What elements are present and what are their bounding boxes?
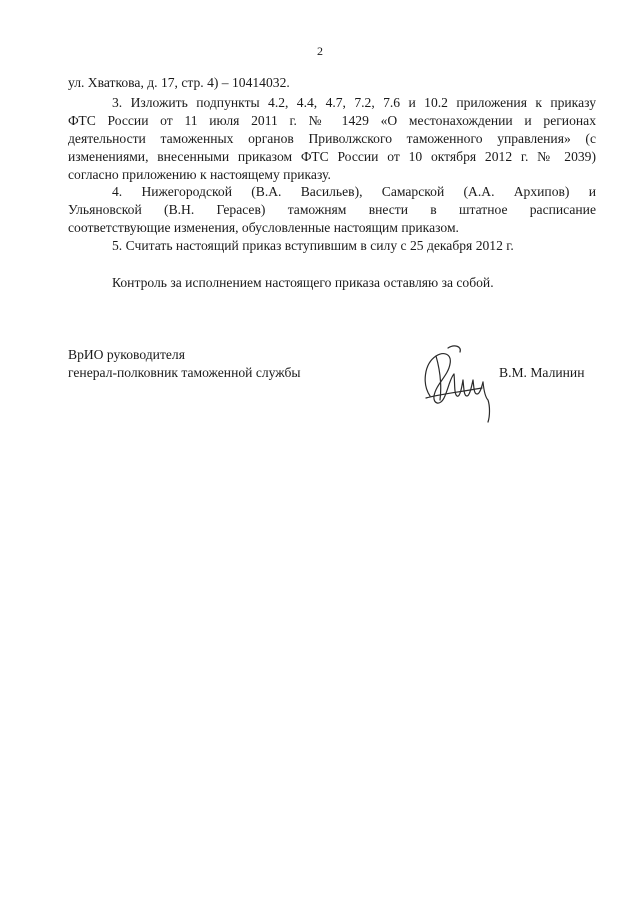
- paragraph-line-4: деятельности таможенных органов Приволжского таможенного управления» (с: [68, 131, 596, 146]
- signatory-name: В.М. Малинин: [499, 365, 585, 380]
- paragraph-line-10: 5. Считать настоящий приказ вступившим в силу с 25 декабря 2012 г.: [112, 238, 514, 253]
- control-statement: Контроль за исполнением настоящего приказа оставляю за собой.: [112, 275, 494, 290]
- paragraph-line-8: Ульяновской (В.Н. Герасев) таможням внести в штатное расписание: [68, 202, 596, 217]
- paragraph-line-1: ул. Хваткова, д. 17, стр. 4) – 10414032.: [68, 75, 290, 90]
- paragraph-line-5: изменениями, внесенными приказом ФТС России от 10 октября 2012 г. № 2039): [68, 149, 596, 164]
- paragraph-line-2: 3. Изложить подпункты 4.2, 4.4, 4.7, 7.2, 7.6 и 10.2 приложения к приказу: [112, 95, 596, 110]
- signatory-position-line-1: ВрИО руководителя: [68, 347, 185, 362]
- paragraph-line-7: 4. Нижегородской (В.А. Васильев), Самарской (А.А. Архипов) и: [112, 184, 596, 199]
- page-number: 2: [317, 44, 323, 58]
- signatory-position-line-2: генерал-полковник таможенной службы: [68, 365, 301, 380]
- paragraph-line-3: ФТС России от 11 июля 2011 г. № 1429 «О местонахождении и регионах: [68, 113, 596, 128]
- signatory-position: [68, 346, 301, 382]
- paragraph-line-6: согласно приложению к настоящему приказу.: [68, 167, 331, 182]
- paragraph-line-9: соответствующие изменения, обусловленные настоящим приказом.: [68, 220, 459, 235]
